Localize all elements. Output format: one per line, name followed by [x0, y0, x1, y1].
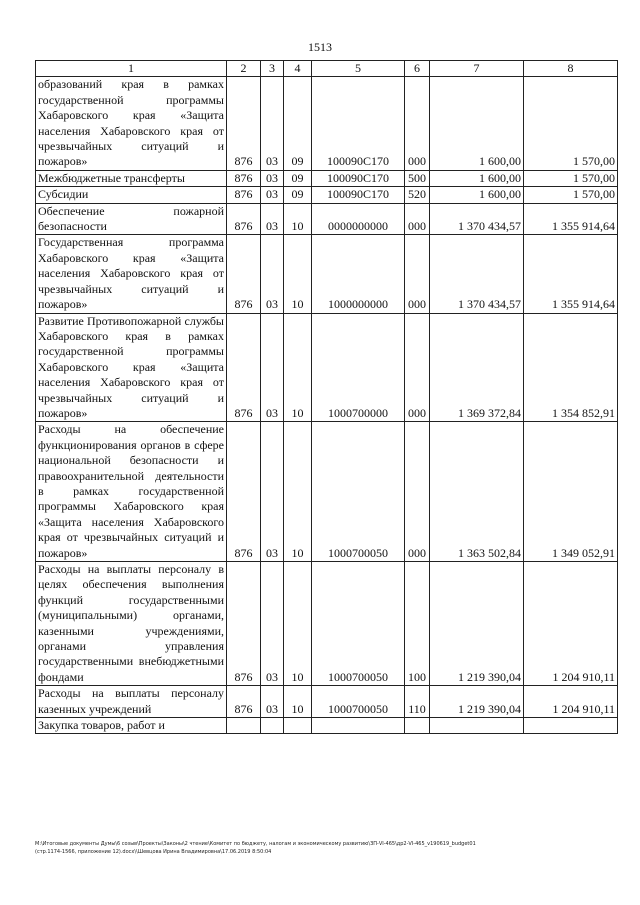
target-article-cell: 100090С170 — [312, 77, 405, 170]
column-header: 6 — [405, 61, 430, 77]
admin-code-cell: 876 — [227, 313, 261, 422]
amount-2020-cell: 1 600,00 — [430, 187, 524, 203]
target-article-cell: 100090С170 — [312, 187, 405, 203]
row-name-cell: Субсидии — [36, 187, 227, 203]
table-row — [36, 313, 618, 422]
column-header: 4 — [284, 61, 312, 77]
target-article-cell: 1000700000 — [312, 313, 405, 422]
footer-file-line: (стр.1174-1566, приложение 12).docx\\Шевцова Ирина Владимировна\17.06.2019 8:50:04 — [35, 849, 272, 855]
admin-code-cell: 876 — [227, 686, 261, 718]
page-number: 1513 — [308, 40, 332, 54]
target-article-cell: 1000700050 — [312, 422, 405, 562]
row-name-cell: Расходы на обеспечение функционирования органов в сфере национальной безопасности и правоохранительной деятельности в рамках государственной программы Хабаровского края «Защита населения Хабаровского края от чрезвычайных ситуаций и пожаров» — [36, 422, 227, 562]
target-article-cell — [312, 718, 405, 734]
expense-type-cell: 000 — [405, 313, 430, 422]
subsection-code-cell: 10 — [284, 203, 312, 235]
table-row — [36, 422, 618, 562]
column-header: 8 — [524, 61, 618, 77]
amount-2020-cell: 1 600,00 — [430, 170, 524, 186]
target-article-cell: 1000700050 — [312, 562, 405, 686]
amount-2020-cell: 1 370 434,57 — [430, 235, 524, 313]
table-row — [36, 77, 618, 170]
section-code-cell: 03 — [261, 170, 284, 186]
expense-type-cell: 000 — [405, 203, 430, 235]
table-row — [36, 718, 618, 734]
amount-2021-cell: 1 204 910,11 — [524, 686, 618, 718]
row-name-cell: Межбюджетные трансферты — [36, 170, 227, 186]
row-name-cell: образований края в рамках государственной программы Хабаровского края «Защита населения Хабаровского края от чрезвычайных ситуаций и пожаров» — [36, 77, 227, 170]
expense-type-cell: 500 — [405, 170, 430, 186]
admin-code-cell: 876 — [227, 77, 261, 170]
admin-code-cell: 876 — [227, 170, 261, 186]
section-code-cell: 03 — [261, 235, 284, 313]
amount-2021-cell — [524, 718, 618, 734]
section-code-cell: 03 — [261, 77, 284, 170]
subsection-code-cell — [284, 718, 312, 734]
column-header: 5 — [312, 61, 405, 77]
row-name-cell: Обеспечение пожарной безопасности — [36, 203, 227, 235]
table-row — [36, 203, 618, 235]
footer-path-line: М:\Итоговые документы Думы\6 созыв\Проекты\Законы\2 чтение\Комитет по бюджету, налогам и экономическому развитию\ЗП-VI-465\др2-VI-465_v190619_budget01 — [35, 841, 476, 847]
admin-code-cell: 876 — [227, 187, 261, 203]
amount-2021-cell: 1 349 052,91 — [524, 422, 618, 562]
amount-2021-cell: 1 355 914,64 — [524, 235, 618, 313]
subsection-code-cell: 10 — [284, 562, 312, 686]
row-name-cell: Государственная программа Хабаровского края «Защита населения Хабаровского края от чрезвычайных ситуаций и пожаров» — [36, 235, 227, 313]
section-code-cell: 03 — [261, 562, 284, 686]
expense-type-cell: 520 — [405, 187, 430, 203]
table-row — [36, 170, 618, 186]
table-row — [36, 686, 618, 718]
admin-code-cell — [227, 718, 261, 734]
amount-2020-cell: 1 363 502,84 — [430, 422, 524, 562]
expense-type-cell — [405, 718, 430, 734]
column-header: 1 — [36, 61, 227, 77]
admin-code-cell: 876 — [227, 562, 261, 686]
amount-2021-cell: 1 570,00 — [524, 170, 618, 186]
table-header-row — [36, 61, 618, 77]
budget-table — [35, 60, 618, 734]
target-article-cell: 1000700050 — [312, 686, 405, 718]
subsection-code-cell: 10 — [284, 422, 312, 562]
row-name-cell: Развитие Противопожарной службы Хабаровского края в рамках государственной программы Хабаровского края «Защита населения Хабаровского края от чрезвычайных ситуаций и пожаров» — [36, 313, 227, 422]
table-row — [36, 235, 618, 313]
amount-2021-cell: 1 570,00 — [524, 187, 618, 203]
amount-2021-cell: 1 355 914,64 — [524, 203, 618, 235]
amount-2020-cell: 1 369 372,84 — [430, 313, 524, 422]
expense-type-cell: 000 — [405, 235, 430, 313]
subsection-code-cell: 09 — [284, 77, 312, 170]
amount-2020-cell: 1 600,00 — [430, 77, 524, 170]
row-name-cell: Расходы на выплаты персоналу в целях обеспечения выполнения функций государственными (муниципальными) органами, казенными учреждениями, органами управления государственными внебюджетными фондами — [36, 562, 227, 686]
target-article-cell: 1000000000 — [312, 235, 405, 313]
expense-type-cell: 100 — [405, 562, 430, 686]
admin-code-cell: 876 — [227, 235, 261, 313]
subsection-code-cell: 10 — [284, 313, 312, 422]
expense-type-cell: 000 — [405, 422, 430, 562]
row-name-cell: Расходы на выплаты персоналу казенных учреждений — [36, 686, 227, 718]
expense-type-cell: 110 — [405, 686, 430, 718]
row-name-cell: Закупка товаров, работ и — [36, 718, 227, 734]
table-row — [36, 562, 618, 686]
admin-code-cell: 876 — [227, 203, 261, 235]
amount-2021-cell: 1 204 910,11 — [524, 562, 618, 686]
amount-2020-cell: 1 370 434,57 — [430, 203, 524, 235]
column-header: 3 — [261, 61, 284, 77]
subsection-code-cell: 09 — [284, 187, 312, 203]
amount-2021-cell: 1 570,00 — [524, 77, 618, 170]
amount-2020-cell: 1 219 390,04 — [430, 686, 524, 718]
admin-code-cell: 876 — [227, 422, 261, 562]
amount-2021-cell: 1 354 852,91 — [524, 313, 618, 422]
document-footer — [35, 840, 625, 856]
amount-2020-cell: 1 219 390,04 — [430, 562, 524, 686]
section-code-cell — [261, 718, 284, 734]
column-header: 2 — [227, 61, 261, 77]
target-article-cell: 100090С170 — [312, 170, 405, 186]
section-code-cell: 03 — [261, 313, 284, 422]
subsection-code-cell: 10 — [284, 235, 312, 313]
section-code-cell: 03 — [261, 203, 284, 235]
section-code-cell: 03 — [261, 187, 284, 203]
section-code-cell: 03 — [261, 686, 284, 718]
amount-2020-cell — [430, 718, 524, 734]
subsection-code-cell: 10 — [284, 686, 312, 718]
subsection-code-cell: 09 — [284, 170, 312, 186]
expense-type-cell: 000 — [405, 77, 430, 170]
target-article-cell: 0000000000 — [312, 203, 405, 235]
section-code-cell: 03 — [261, 422, 284, 562]
column-header: 7 — [430, 61, 524, 77]
table-row — [36, 187, 618, 203]
